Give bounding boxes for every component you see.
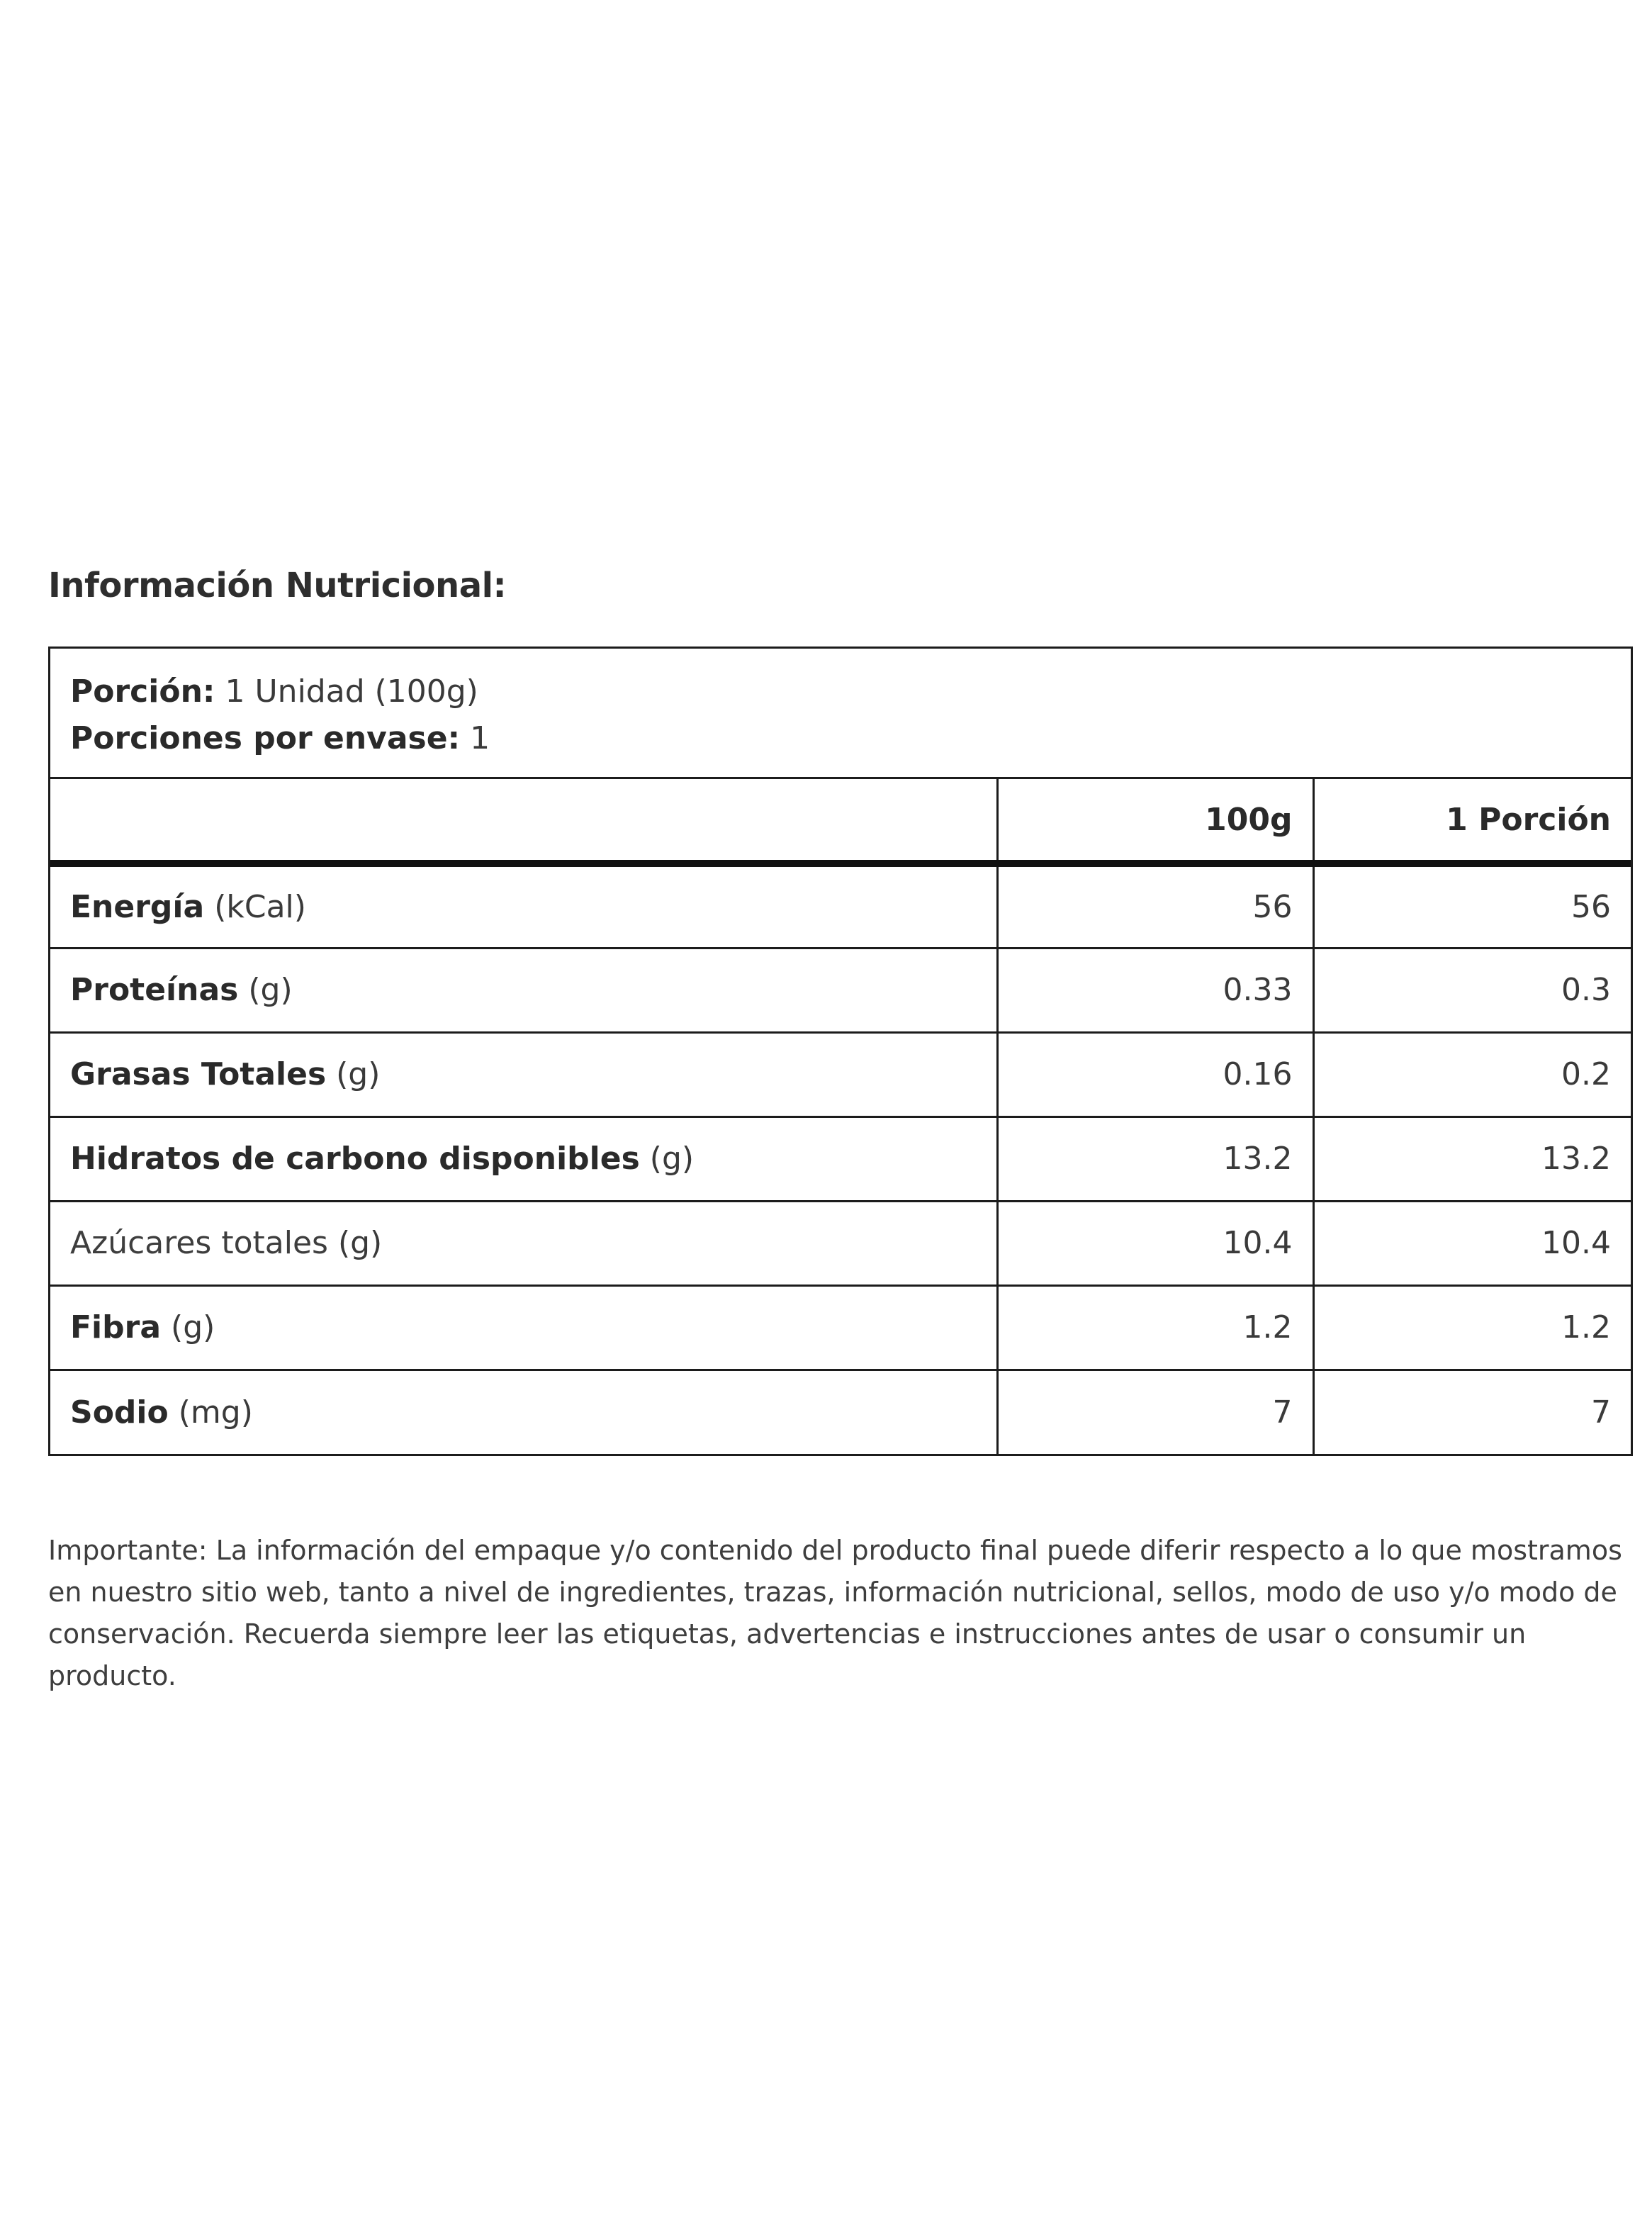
nutrient-name: Fibra	[70, 1309, 162, 1345]
page-title: Información Nutricional:	[48, 566, 507, 605]
nutrient-label	[50, 863, 997, 948]
header-nutrient	[50, 779, 997, 863]
nutrient-unit: (mg)	[178, 1394, 253, 1431]
per-package-line	[70, 715, 1631, 762]
header-100g: 100g	[997, 779, 1313, 863]
value-100g: 0.33	[997, 948, 1313, 1032]
nutrient-label	[50, 1116, 997, 1201]
per-package-value: 1	[470, 720, 490, 756]
value-portion: 7	[1313, 1370, 1631, 1454]
value-portion: 1.2	[1313, 1285, 1631, 1370]
per-package-label: Porciones por envase:	[70, 720, 461, 756]
nutrient-name: Sodio	[70, 1394, 169, 1431]
value-100g: 10.4	[997, 1201, 1313, 1285]
serving-line	[70, 668, 1631, 715]
portion-info	[50, 649, 1631, 779]
value-portion: 56	[1313, 863, 1631, 948]
nutrient-unit: (g)	[337, 1225, 383, 1261]
nutrient-label	[50, 1201, 997, 1285]
value-100g: 56	[997, 863, 1313, 948]
table-row	[50, 1032, 1631, 1116]
nutrient-label	[50, 1032, 997, 1116]
nutrient-unit: (g)	[171, 1309, 215, 1345]
nutrient-name: Grasas Totales	[70, 1056, 327, 1092]
table-row	[50, 948, 1631, 1032]
nutrient-name: Proteínas	[70, 972, 239, 1008]
value-portion: 13.2	[1313, 1116, 1631, 1201]
nutrient-unit: (g)	[248, 972, 293, 1008]
nutrient-grid	[50, 779, 1631, 1454]
nutrient-name: Azúcares totales	[70, 1225, 328, 1261]
nutrient-unit: (g)	[649, 1141, 695, 1177]
table-row	[50, 1370, 1631, 1454]
value-portion: 0.2	[1313, 1032, 1631, 1116]
value-100g: 1.2	[997, 1285, 1313, 1370]
table-row	[50, 1201, 1631, 1285]
disclaimer-note: Importante: La información del empaque y/o contenido del producto final puede diferir respecto a lo que mostramos en nuestro sitio web, tanto a nivel de ingredientes, trazas, información nutricional, sellos, modo de uso y/o modo de conservación. Recuerda siempre leer las etiquetas, advertencias e instrucciones antes de usar o consumir un producto.	[48, 1535, 1622, 1691]
nutrient-label	[50, 948, 997, 1032]
nutrient-label	[50, 1285, 997, 1370]
nutrition-table	[48, 647, 1633, 1456]
value-portion: 10.4	[1313, 1201, 1631, 1285]
nutrient-unit: (g)	[336, 1056, 381, 1092]
header-portion: 1 Porción	[1313, 779, 1631, 863]
nutrient-unit: (kCal)	[214, 888, 306, 925]
nutrient-name: Hidratos de carbono disponibles	[70, 1141, 640, 1177]
table-row	[50, 863, 1631, 948]
value-100g: 0.16	[997, 1032, 1313, 1116]
header-row	[50, 779, 1631, 863]
value-portion: 0.3	[1313, 948, 1631, 1032]
table-row	[50, 1116, 1631, 1201]
nutrient-name: Energía	[70, 888, 205, 925]
serving-value: 1 Unidad (100g)	[225, 673, 478, 710]
value-100g: 7	[997, 1370, 1313, 1454]
serving-label: Porción:	[70, 673, 215, 710]
nutrient-label	[50, 1370, 997, 1454]
table-row	[50, 1285, 1631, 1370]
value-100g: 13.2	[997, 1116, 1313, 1201]
